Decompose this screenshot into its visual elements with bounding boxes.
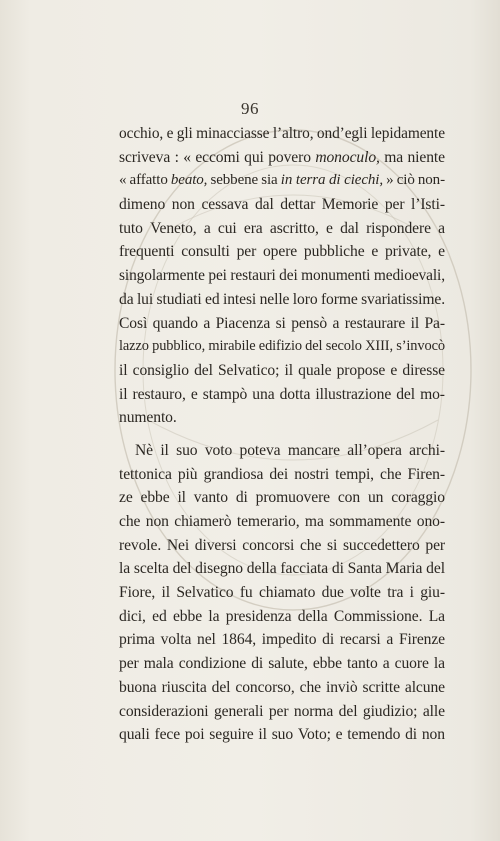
word: sia: [261, 172, 278, 189]
word: restauro,: [132, 385, 186, 403]
word: dei: [269, 465, 289, 483]
word: promuovere: [255, 489, 330, 507]
word: inviò: [325, 678, 358, 696]
word: occhio,: [119, 125, 164, 142]
word: giudizio;: [362, 702, 418, 720]
word: scriveva: [119, 148, 171, 166]
word: che: [119, 513, 141, 530]
word: non: [421, 726, 445, 744]
word: norma: [293, 702, 334, 720]
word: concorso,: [235, 678, 295, 696]
word: i: [409, 584, 414, 602]
word: monumenti: [301, 267, 371, 285]
word: volta: [160, 631, 192, 649]
text-line: [119, 608, 445, 632]
word: del: [426, 560, 445, 578]
word: lui: [136, 290, 154, 308]
word: vanto: [193, 489, 228, 507]
word: la: [208, 607, 220, 625]
text-line: [119, 386, 445, 410]
word: tuto: [119, 219, 143, 237]
word: da: [119, 290, 134, 308]
word: pubbliche: [303, 243, 365, 261]
word: chiamerò: [174, 513, 232, 530]
word: della: [297, 607, 328, 625]
word: Nè: [135, 441, 153, 459]
word: frequenti: [119, 243, 175, 261]
word: il: [160, 441, 169, 459]
text-line: [119, 679, 445, 703]
text-line: [119, 338, 445, 362]
word: Firenze: [398, 631, 445, 649]
word: per: [236, 243, 257, 261]
word: archi-: [409, 441, 445, 459]
word: generali: [213, 702, 264, 720]
word: »: [386, 172, 394, 189]
word: la: [119, 560, 131, 578]
word: era: [243, 219, 263, 237]
word: illustrazione: [315, 385, 392, 403]
text-line: [119, 489, 445, 513]
word: beato,: [170, 172, 208, 189]
word: mala: [143, 655, 174, 673]
word: quale: [298, 361, 332, 379]
word: voto: [204, 441, 233, 459]
word: consulti: [181, 243, 230, 261]
word: scelta: [133, 560, 169, 578]
word: del: [396, 385, 415, 403]
text-line: [119, 442, 445, 466]
word: che: [299, 678, 321, 696]
word: tempi,: [335, 465, 374, 483]
word: salute,: [268, 655, 308, 673]
word: «: [183, 148, 191, 166]
word: per: [119, 655, 139, 673]
word: pei: [208, 267, 227, 285]
word: e: [190, 385, 198, 403]
word: niente: [407, 148, 445, 166]
word: non: [145, 513, 169, 530]
word: il: [258, 726, 267, 744]
word: ed: [152, 607, 167, 625]
word: svariatissime.: [361, 290, 445, 308]
word: ono-: [416, 513, 445, 530]
word: dotta: [279, 385, 311, 403]
word: l’Isti-: [411, 196, 445, 214]
word: del: [211, 678, 231, 696]
word: considerazioni: [119, 702, 209, 720]
word: giu-: [420, 584, 445, 602]
word: ascritto,: [269, 219, 319, 237]
word: di: [331, 560, 344, 578]
word: disegno: [195, 560, 243, 578]
word: minacciasse: [196, 125, 270, 142]
word: propose: [336, 361, 386, 379]
word: della: [246, 560, 277, 578]
word: intesi: [222, 290, 257, 308]
word: due: [321, 584, 344, 602]
word: suo: [176, 441, 198, 459]
word: scritte: [362, 678, 400, 696]
word: temerario,: [236, 513, 300, 530]
word: 1864,: [221, 631, 257, 649]
word: di: [235, 489, 248, 507]
word: restaurare: [344, 314, 406, 332]
word: che: [380, 465, 402, 483]
word: seguire: [209, 726, 254, 744]
word: nel: [197, 631, 216, 649]
word: dal: [340, 219, 359, 237]
word: suo: [271, 726, 294, 744]
word: a: [382, 655, 390, 673]
word: edifizio: [258, 338, 302, 355]
word: pensò: [291, 314, 328, 332]
word: si: [275, 314, 286, 332]
word: il: [284, 361, 293, 379]
word: all’opera: [347, 441, 402, 459]
text-line: [119, 267, 445, 291]
word: Voto;: [297, 726, 331, 744]
word: ciò: [396, 172, 415, 189]
body-text: [119, 125, 445, 750]
word: cuore: [394, 655, 429, 673]
word: medioevali,: [373, 267, 445, 285]
word: ebbe: [172, 607, 203, 625]
word: consiglio: [132, 361, 189, 379]
word: fece: [154, 726, 181, 744]
word: pubblico,: [152, 338, 206, 355]
text-line: [119, 466, 445, 490]
word: Firen-: [407, 465, 445, 483]
word: nostri: [294, 465, 330, 483]
word: sommamente: [329, 513, 412, 530]
word: dici,: [119, 607, 146, 625]
word: e: [166, 125, 174, 142]
word: qui: [244, 148, 264, 166]
word: e: [371, 243, 379, 261]
word: ebbe: [140, 489, 170, 507]
word: e: [390, 361, 398, 379]
paragraph: [119, 442, 445, 750]
word: per: [384, 196, 405, 214]
word: ze: [119, 489, 133, 507]
word: volte: [350, 584, 381, 602]
word: secolo: [325, 338, 362, 355]
word: diresse: [402, 361, 445, 379]
word: il: [410, 314, 420, 332]
text-line: [119, 291, 445, 315]
word: a: [203, 314, 211, 332]
word: studiati: [156, 290, 202, 308]
text-line: [119, 172, 445, 196]
word: di: [405, 726, 418, 744]
word: di: [322, 631, 335, 649]
word: eccomi: [195, 148, 240, 166]
word: private,: [384, 243, 432, 261]
word: La: [428, 607, 445, 625]
word: numento.: [119, 409, 177, 427]
word: la: [433, 655, 445, 673]
word: alcune: [404, 678, 445, 696]
word: Maria: [385, 560, 423, 578]
word: Fiore,: [119, 584, 156, 602]
text-line: [119, 196, 445, 220]
word: presidenza: [225, 607, 292, 625]
word: mo-: [420, 385, 445, 403]
word: tra: [387, 584, 404, 602]
word: ebbe: [312, 655, 342, 673]
word: Piacenza: [215, 314, 271, 332]
word: grandiosa: [203, 465, 264, 483]
word: per: [268, 702, 289, 720]
word: il: [119, 361, 128, 379]
word: il: [177, 489, 186, 507]
word: sebbene: [210, 172, 259, 189]
word: restauri: [230, 267, 276, 285]
word: con: [337, 489, 361, 507]
text-line: [119, 537, 445, 561]
word: gli: [176, 125, 193, 142]
word: alle: [422, 702, 445, 720]
word: s’invocò: [396, 338, 445, 355]
word: mirabile: [208, 338, 256, 355]
word: Memorie: [321, 196, 379, 214]
word: Pa-: [424, 314, 445, 332]
word: ma: [304, 513, 324, 530]
word: povero: [268, 148, 311, 166]
word: del: [194, 361, 213, 379]
word: chiamato: [258, 584, 316, 602]
word: XIII,: [365, 338, 393, 355]
word: Nei: [166, 536, 190, 554]
word: un: [367, 489, 384, 507]
text-line: [119, 726, 445, 750]
word: recarsi: [339, 631, 381, 649]
word: poteva: [239, 441, 281, 459]
word: prima: [119, 631, 155, 649]
text-line: [119, 703, 445, 727]
word: e: [438, 243, 445, 261]
text-line: [119, 315, 445, 339]
text-line: [119, 220, 445, 244]
word: dimeno: [119, 196, 166, 214]
word: Veneto,: [150, 219, 197, 237]
text-line: [119, 362, 445, 386]
word: dal: [254, 196, 274, 214]
word: non: [171, 196, 195, 214]
word: forme: [320, 290, 358, 308]
paragraph: [119, 125, 445, 433]
word: una: [252, 385, 275, 403]
word: affatto: [129, 172, 168, 189]
text-line: [119, 243, 445, 267]
word: Selvatico;: [217, 361, 280, 379]
word: per: [425, 536, 445, 554]
word: stampò: [202, 385, 248, 403]
word: a: [386, 631, 394, 649]
word: diversi: [194, 536, 237, 554]
word: il: [161, 584, 171, 602]
word: singolarmente: [119, 267, 205, 285]
word: del: [305, 338, 323, 355]
text-line: [119, 409, 445, 433]
word: Santa: [347, 560, 382, 578]
word: Commissione.: [333, 607, 423, 625]
word: impedito: [261, 631, 317, 649]
word: ma: [384, 148, 404, 166]
word: temendo: [347, 726, 401, 744]
word: più: [177, 465, 198, 483]
word: lepidamente: [370, 125, 445, 142]
word: loro: [292, 290, 318, 308]
word: poi: [184, 726, 205, 744]
page-number: 96: [241, 99, 259, 118]
word: che: [299, 536, 322, 554]
word: riuscita: [161, 678, 207, 696]
word: ond’egli: [316, 125, 368, 142]
word: del: [338, 702, 358, 720]
text-line: [119, 655, 445, 679]
word: non-: [417, 172, 445, 189]
word: in terra di ciechi,: [280, 172, 384, 189]
word: e: [326, 219, 333, 237]
word: dettar: [280, 196, 316, 214]
text-line: [119, 584, 445, 608]
word: condizione: [178, 655, 247, 673]
word: cui: [217, 219, 237, 237]
word: Selvatico: [176, 584, 234, 602]
text-line: [119, 560, 445, 584]
word: e: [335, 726, 343, 744]
word: fu: [239, 584, 253, 602]
text-line: [119, 149, 445, 173]
word: concorsi: [242, 536, 295, 554]
word: di: [251, 655, 264, 673]
word: opere: [262, 243, 298, 261]
word: Così: [119, 314, 148, 332]
word: tanto: [346, 655, 378, 673]
word: facciata: [280, 560, 329, 578]
word: a: [332, 314, 340, 332]
word: lazzo: [119, 338, 149, 355]
word: succedettero: [342, 536, 420, 554]
word: a: [438, 219, 445, 237]
text-line: [119, 125, 445, 149]
word: l’altro,: [272, 125, 314, 142]
word: del: [172, 560, 192, 578]
word: monoculo,: [315, 148, 380, 166]
word: si: [327, 536, 338, 554]
word: rispondere: [366, 219, 431, 237]
text-line: [119, 631, 445, 655]
word: mancare: [287, 441, 340, 459]
word: ed: [205, 290, 220, 308]
word: tettonica: [119, 465, 172, 483]
word: cessava: [201, 196, 249, 214]
word: nelle: [259, 290, 290, 308]
word: coraggio: [391, 489, 445, 507]
word: revole.: [119, 536, 162, 554]
word: :: [174, 148, 179, 166]
word: quali: [119, 726, 150, 744]
word: dei: [279, 267, 298, 285]
word: «: [119, 172, 127, 189]
word: buona: [119, 678, 157, 696]
text-line: [119, 513, 445, 537]
word: il: [119, 385, 128, 403]
word: quando: [152, 314, 198, 332]
word: a: [203, 219, 211, 237]
